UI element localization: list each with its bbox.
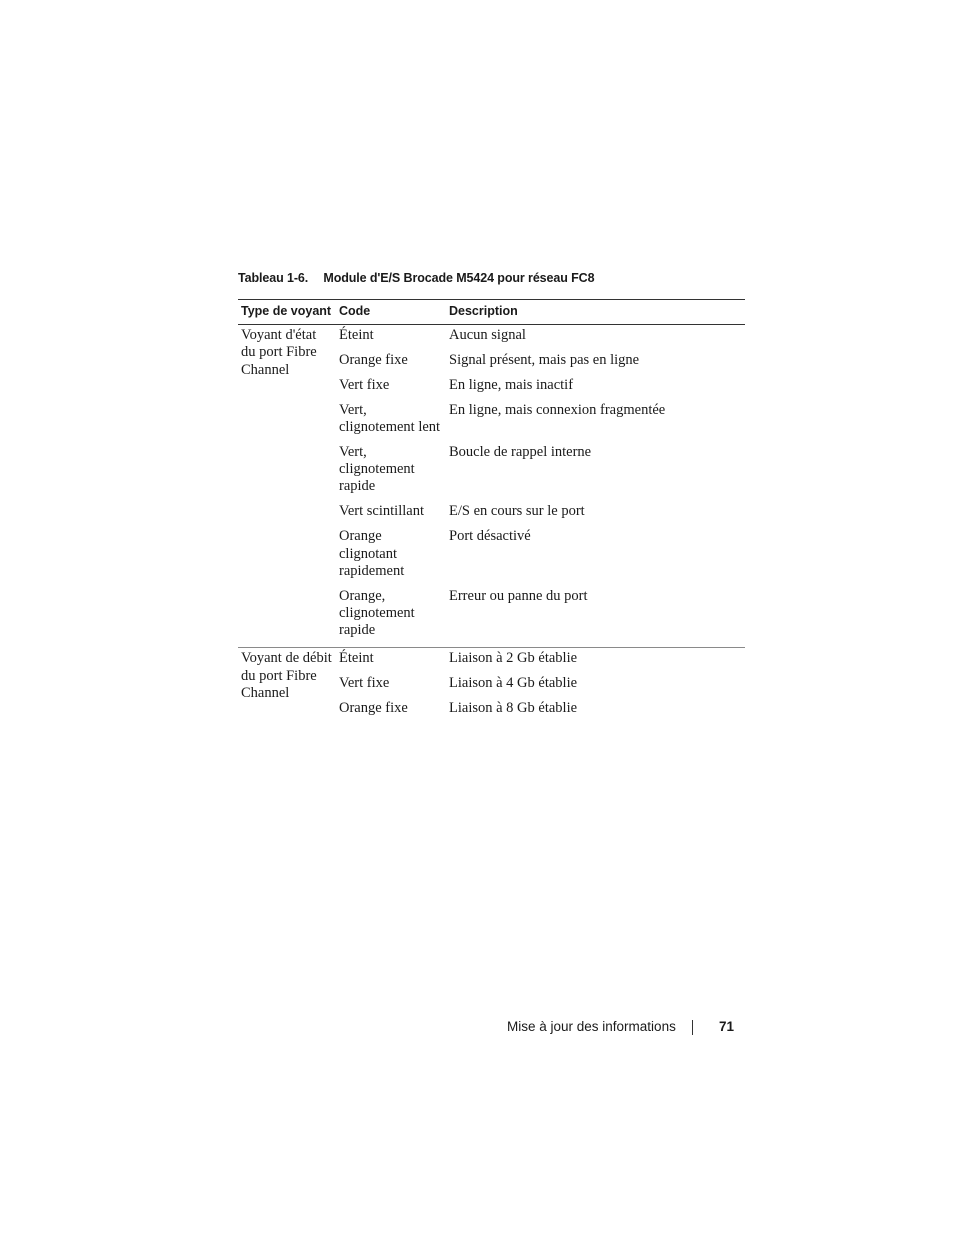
table-row [238, 648, 745, 675]
code-cell: Orange clignotant rapidement [339, 528, 405, 579]
table-row [238, 325, 745, 352]
type-cell: Voyant d'état du port Fibre Channel [238, 325, 336, 648]
description-cell: E/S en cours sur le port [449, 503, 585, 520]
description-cell: Port désactivé [449, 528, 531, 545]
page-number: 71 [719, 1019, 735, 1034]
table-caption-label: Tableau 1-6. [238, 271, 309, 285]
description-cell: Aucun signal [449, 327, 526, 343]
code-cell: Vert, clignotement rapide [339, 443, 415, 495]
code-cell: Orange fixe [339, 699, 408, 716]
header-code: Code [336, 300, 446, 325]
code-cell: Éteint [339, 650, 374, 667]
description-cell: Erreur ou panne du port [446, 588, 745, 648]
header-description: Description [446, 300, 745, 325]
description-cell: En ligne, mais inactif [449, 376, 574, 393]
code-cell: Éteint [339, 327, 374, 343]
type-cell: Voyant de débit du port Fibre Channel [241, 650, 332, 701]
table-caption-title: Module d'E/S Brocade M5424 pour réseau FC8 [323, 271, 595, 285]
header-type: Type de voyant [238, 300, 336, 325]
code-cell: Vert scintillant [339, 503, 424, 520]
footer-section-title: Mise à jour des informations [507, 1019, 676, 1034]
led-table [238, 299, 745, 725]
description-cell: Liaison à 2 Gb établie [449, 650, 578, 667]
code-cell: Vert fixe [339, 675, 390, 692]
footer-separator [692, 1020, 693, 1035]
description-cell: Signal présent, mais pas en ligne [449, 351, 640, 368]
code-cell: Orange, clignotement rapide [336, 588, 446, 648]
description-cell: Liaison à 8 Gb établie [449, 699, 578, 716]
description-cell: Boucle de rappel interne [449, 443, 592, 460]
description-cell: Liaison à 4 Gb établie [449, 675, 578, 692]
code-cell: Orange fixe [339, 351, 408, 368]
code-cell: Vert, clignotement lent [339, 401, 441, 435]
table-header-row [238, 300, 745, 325]
description-cell: En ligne, mais connexion fragmentée [449, 401, 666, 418]
code-cell: Vert fixe [339, 376, 390, 393]
table-caption [238, 271, 594, 285]
